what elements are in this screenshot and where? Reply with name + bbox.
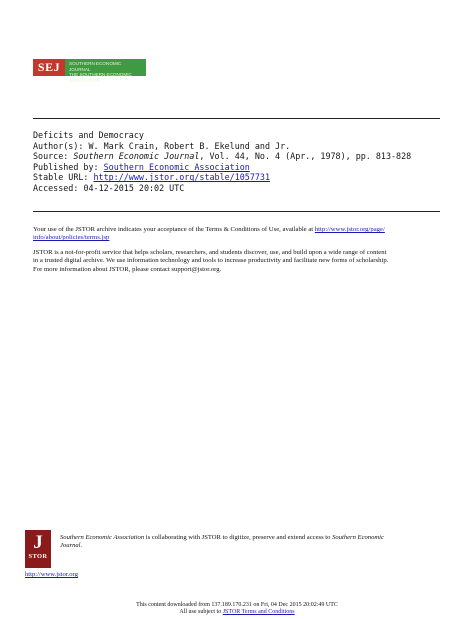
source-details: , Vol. 44, No. 4 (Apr., 1978), pp. 813-828 bbox=[199, 151, 412, 162]
article-title: Deficits and Democracy bbox=[33, 130, 144, 140]
footer-journal-line2: Journal. bbox=[60, 542, 83, 550]
sej-logo bbox=[33, 59, 146, 83]
about-line-2: in a trusted digital archive. We use information technology and tools to increase productivity and facilitate new forms of scholarship. bbox=[33, 257, 389, 265]
association-name: Southern Economic Association bbox=[60, 534, 145, 541]
publisher-line bbox=[33, 162, 440, 173]
collaboration-text: is collaborating with JSTOR to digitize, preserve and extend access to bbox=[145, 534, 331, 541]
published-label: Published by: bbox=[33, 161, 99, 172]
stable-url-link[interactable]: http://www.jstor.org/stable/1057731 bbox=[93, 172, 270, 183]
about-line-3: For more information about JSTOR, please contact support@jstor.org. bbox=[33, 265, 222, 273]
sej-logo-band bbox=[65, 59, 146, 83]
jstor-logo-j: J bbox=[33, 532, 43, 553]
terms-notice bbox=[33, 226, 440, 243]
jstor-logo-text: STOR bbox=[28, 553, 48, 560]
jstor-about-notice bbox=[33, 249, 440, 274]
sej-logo-mark: SEJ bbox=[33, 59, 65, 76]
accessed-value: 04-12-2015 20:02 UTC bbox=[83, 182, 185, 193]
jstor-url-line bbox=[25, 571, 78, 579]
sej-logo-band-line1: SOUTHERN ECONOMIC JOURNAL bbox=[69, 61, 122, 72]
top-divider bbox=[33, 118, 440, 119]
terms-text: Your use of the JSTOR archive indicates your acceptance of the Terms & Conditions of Use, available at bbox=[33, 226, 314, 233]
download-line-2-prefix: All use subject to bbox=[179, 609, 222, 616]
stable-url-line bbox=[33, 172, 440, 183]
authors-value: W. Mark Crain, Robert B. Ekelund and Jr. bbox=[88, 140, 291, 151]
jstor-terms-link[interactable]: JSTOR Terms and Conditions bbox=[222, 609, 295, 616]
middle-divider bbox=[33, 211, 440, 212]
jstor-logo bbox=[25, 530, 51, 568]
source-label: Source: bbox=[33, 151, 69, 162]
sej-logo-band-line2: THE SOUTHERN ECONOMIC ASSOCIATION bbox=[69, 72, 132, 83]
stable-url-label: Stable URL: bbox=[33, 172, 89, 183]
authors-line bbox=[33, 141, 440, 152]
download-line-1: This content downloaded from 137.189.170.231 on Fri, 04 Dec 2015 20:02:49 UTC bbox=[136, 602, 338, 608]
download-line-2 bbox=[0, 609, 474, 616]
about-line-1: JSTOR is a not-for-profit service that helps scholars, researchers, and students discover, use, and build upon a wide range of content bbox=[33, 249, 387, 256]
footer-journal-line1: Southern Economic bbox=[332, 534, 384, 541]
authors-label: Author(s): bbox=[33, 140, 84, 151]
accessed-line bbox=[33, 183, 440, 194]
publisher-link[interactable]: Southern Economic Association bbox=[103, 161, 250, 172]
accessed-label: Accessed: bbox=[33, 182, 79, 193]
jstor-home-link[interactable]: http://www.jstor.org bbox=[25, 571, 78, 578]
terms-link-part1[interactable]: http://www.jstor.org/page/ bbox=[314, 226, 385, 233]
download-notice bbox=[0, 602, 474, 617]
collaboration-notice bbox=[60, 534, 445, 551]
article-metadata bbox=[33, 130, 440, 194]
source-line bbox=[33, 151, 440, 162]
terms-link-part2[interactable]: info/about/policies/terms.jsp bbox=[33, 234, 110, 242]
journal-name: Southern Economic Journal bbox=[73, 151, 200, 162]
